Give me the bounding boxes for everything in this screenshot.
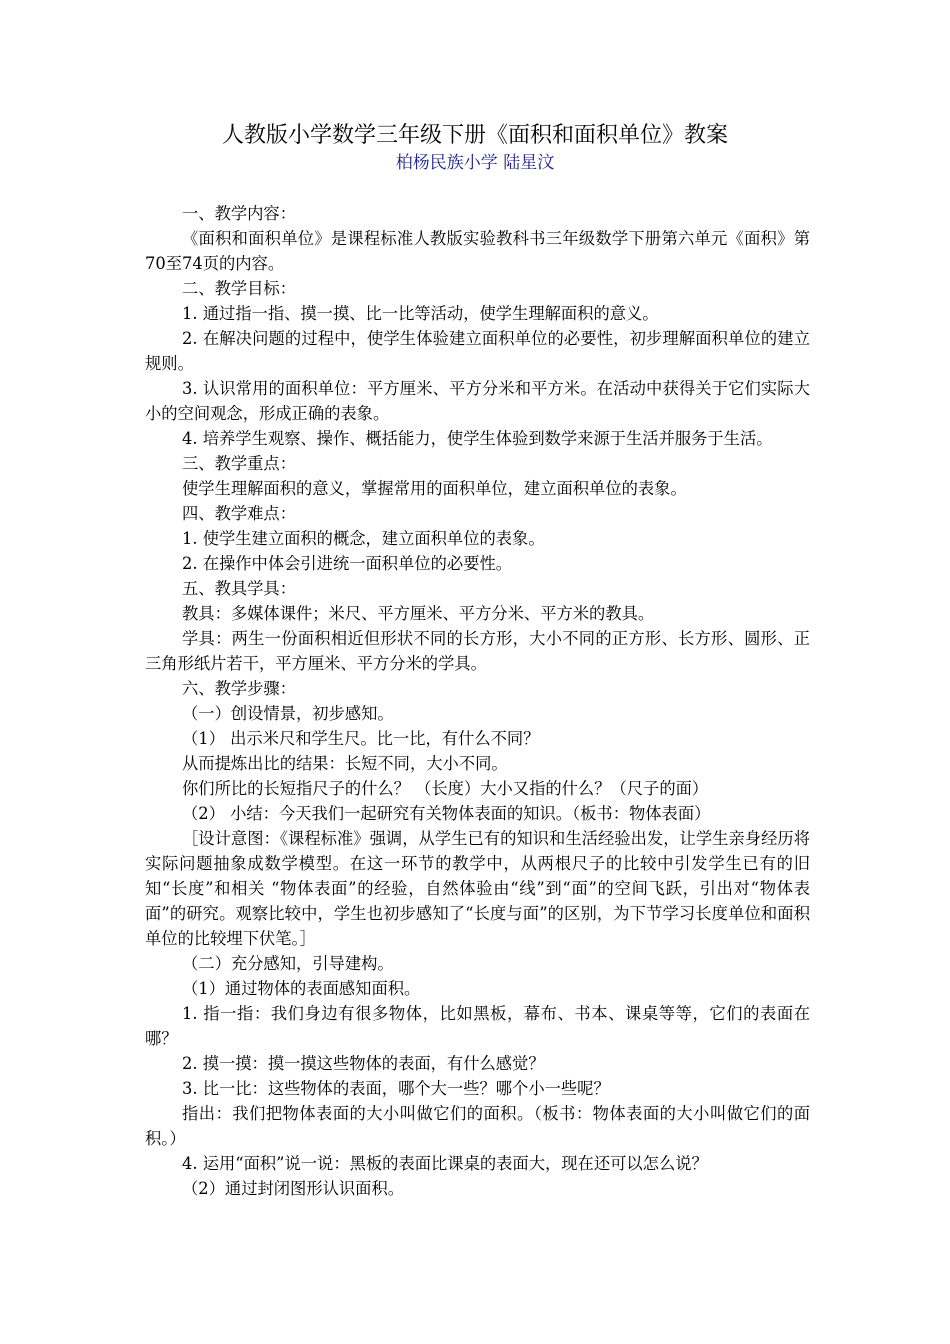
paragraph: 3. 认识常用的面积单位：平方厘米、平方分米和平方米。在活动中获得关于它们实际大小的空间观念，形成正确的表象。 <box>145 379 810 423</box>
paragraph: 三、教学重点： <box>182 454 296 473</box>
paragraph: 4. 培养学生观察、操作、概括能力，使学生体验到数学来源于生活并服务于生活。 <box>182 429 773 448</box>
document-body <box>145 201 810 1201</box>
paragraph: 五、教具学具： <box>182 579 296 598</box>
paragraph: 二、教学目标： <box>182 279 296 298</box>
paragraph: （2）通过封闭图形认识面积。 <box>182 1179 405 1198</box>
paragraph: 指出：我们把物体表面的大小叫做它们的面积。（板书：物体表面的大小叫做它们的面积。） <box>145 1104 810 1148</box>
paragraph: 2. 摸一摸：摸一摸这些物体的表面，有什么感觉？ <box>182 1054 545 1073</box>
paragraph: 2. 在操作中体会引进统一面积单位的必要性。 <box>182 554 513 573</box>
paragraph: 你们所比的长短指尺子的什么？ （长度）大小又指的什么？（尺子的面） <box>182 779 709 798</box>
paragraph: 使学生理解面积的意义，掌握常用的面积单位，建立面积单位的表象。 <box>182 479 687 498</box>
paragraph: 3. 比一比：这些物体的表面，哪个大一些？哪个小一些呢？ <box>182 1079 610 1098</box>
paragraph: （1）通过物体的表面感知面积。 <box>182 979 421 998</box>
paragraph: （一）创设情景，初步感知。 <box>182 704 394 723</box>
paragraph: 1. 通过指一指、摸一摸、比一比等活动，使学生理解面积的意义。 <box>182 304 659 323</box>
paragraph: 1. 指一指：我们身边有很多物体，比如黑板，幕布、书本、课桌等等，它们的表面在哪？ <box>145 1004 810 1048</box>
paragraph: 1. 使学生建立面积的概念，建立面积单位的表象。 <box>182 529 545 548</box>
paragraph: 从而提炼出比的结果：长短不同，大小不同。 <box>182 754 508 773</box>
paragraph: 《面积和面积单位》是课程标准人教版实验教科书三年级数学下册第六单元《面积》第70至74页的内容。 <box>145 229 810 273</box>
paragraph: ［设计意图：《课程标准》强调，从学生已有的知识和生活经验出发，让学生亲身经历将实际问题抽象成数学模型。在这一环节的教学中，从两根尺子的比较中引发学生已有的旧知“长度”和相关 “物体表面”的经验，自然体验由“线”到“面”的空间飞跃，引出对“物体表面”的研究。观察比较中，学生也初步感知了“长度与面”的区别，为下节学习长度单位和面积单位的比较埋下伏笔。］ <box>145 829 810 948</box>
paragraph: 六、教学步骤： <box>182 679 296 698</box>
paragraph: 2. 在解决问题的过程中，使学生体验建立面积单位的必要性，初步理解面积单位的建立规则。 <box>145 329 810 373</box>
paragraph: 四、教学难点： <box>182 504 296 523</box>
document-title: 人教版小学数学三年级下册《面积和面积单位》教案 <box>221 123 728 148</box>
paragraph: 4. 运用“面积”说一说：黑板的表面比课桌的表面大，现在还可以怎么说？ <box>182 1154 708 1173</box>
paragraph: （2） 小结：今天我们一起研究有关物体表面的知识。（板书：物体表面） <box>182 804 711 823</box>
document-author: 柏杨民族小学 陆星汶 <box>395 153 555 173</box>
paragraph: 学具：两生一份面积相近但形状不同的长方形，大小不同的正方形、长方形、圆形、正三角形纸片若干，平方厘米、平方分米的学具。 <box>145 629 810 673</box>
paragraph: （1） 出示米尺和学生尺。比一比，有什么不同？ <box>182 729 540 748</box>
paragraph: 一、教学内容： <box>182 204 296 223</box>
paragraph: （二）充分感知，引导建构。 <box>182 954 394 973</box>
paragraph: 教具：多媒体课件；米尺、平方厘米、平方分米、平方米的教具。 <box>182 604 655 623</box>
